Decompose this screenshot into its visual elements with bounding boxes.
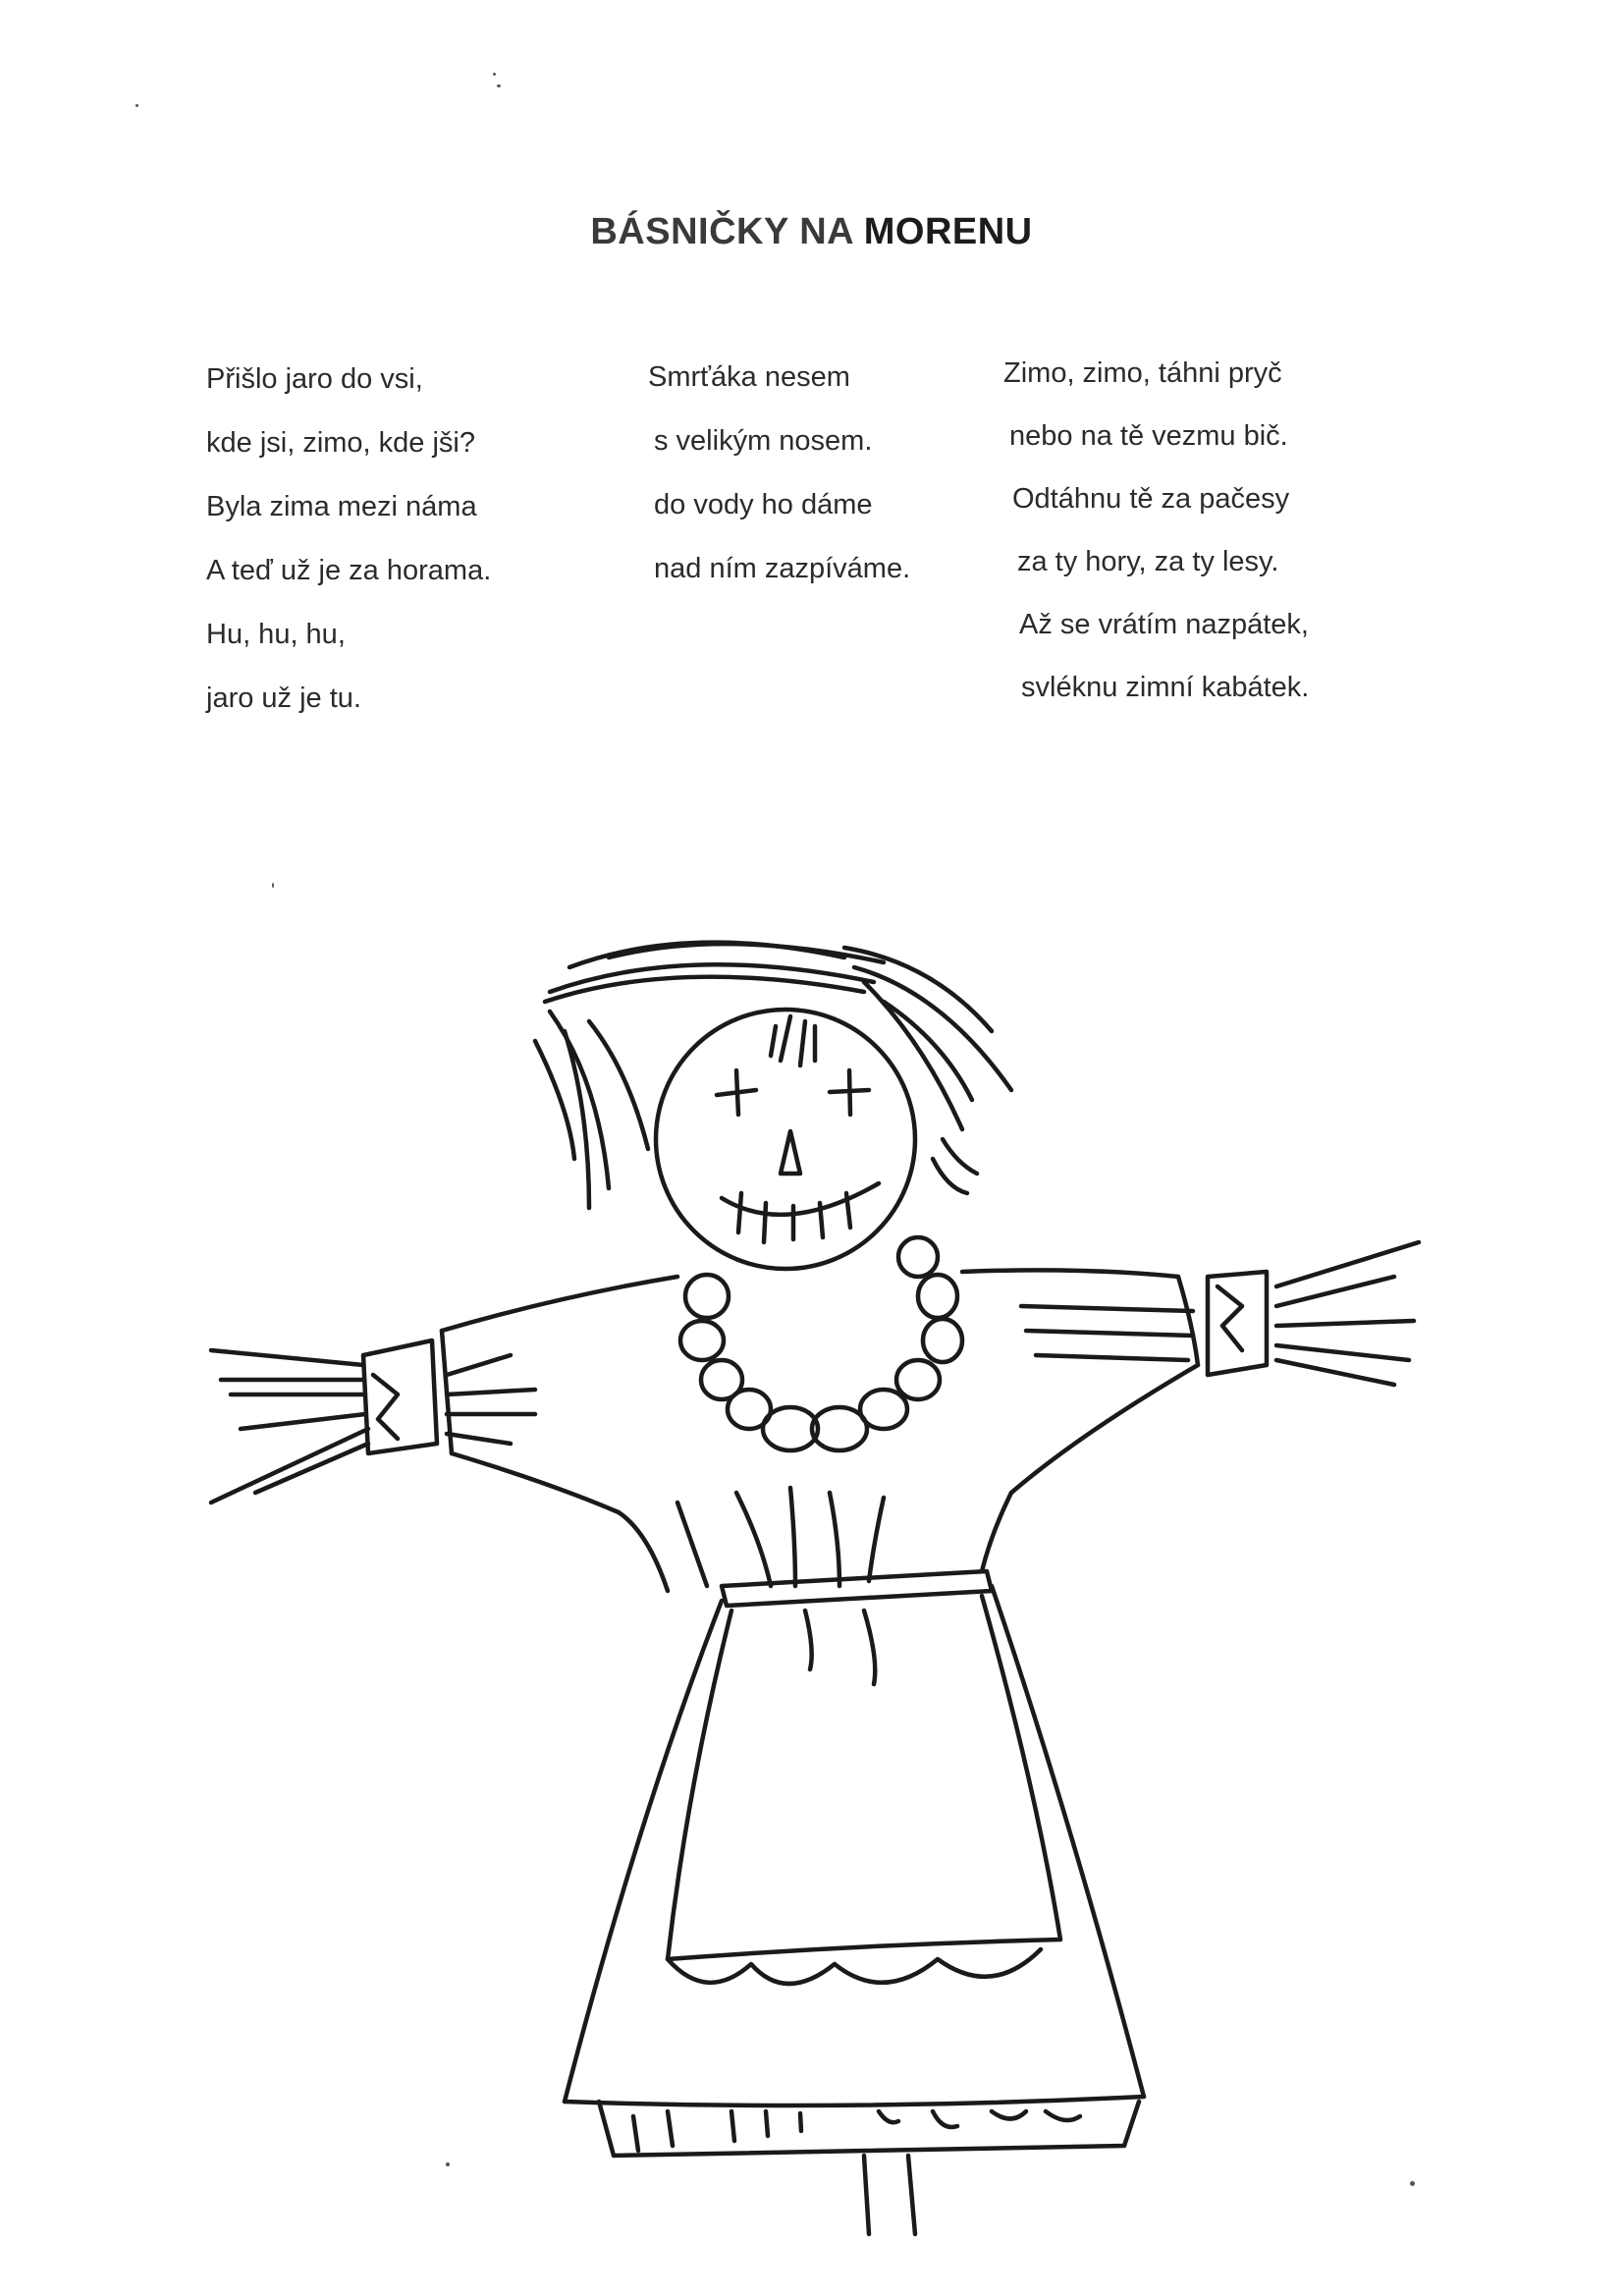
poem-line: s velikým nosem. [654,425,873,457]
morena-skirt [565,1571,1144,2156]
poem-line: nad ním zazpíváme. [654,553,911,584]
title-text-accent: MORENU [863,211,1033,252]
morena-stick [864,2156,915,2234]
poem-line: Byla zima mezi náma [206,491,477,522]
title-text: BÁSNIČKY NA [590,211,864,252]
poem-line: nebo na tě vezmu bič. [1009,420,1288,452]
morena-right-arm [1021,1242,1419,1385]
morena-face [717,1070,879,1242]
morena-left-arm [211,1340,535,1503]
morena-hair [535,943,1011,1208]
illustration-handwriting [1159,2259,1160,2260]
poem-line: kde jsi, zimo, kde jši? [206,427,475,459]
poem-line: Přišlo jaro do vsi, [206,363,423,395]
morena-necklace [680,1237,962,1450]
poem-line: Odtáhnu tě za pačesy [1012,483,1290,515]
poem-line: do vody ho dáme [654,489,873,520]
poem-line: za ty hory, za ty lesy. [1017,546,1279,577]
poem-line: A teď už je za horama. [206,555,492,586]
poem-line: Zimo, zimo, táhni pryč [1003,357,1282,389]
poem-line: jaro už je tu. [206,683,361,714]
poem-line: Smrťáka nesem [648,361,850,393]
poem-line: Hu, hu, hu, [206,619,346,650]
poem-line: svléknu zimní kabátek. [1021,672,1310,703]
poem-line: Až se vrátím nazpátek, [1019,609,1309,640]
